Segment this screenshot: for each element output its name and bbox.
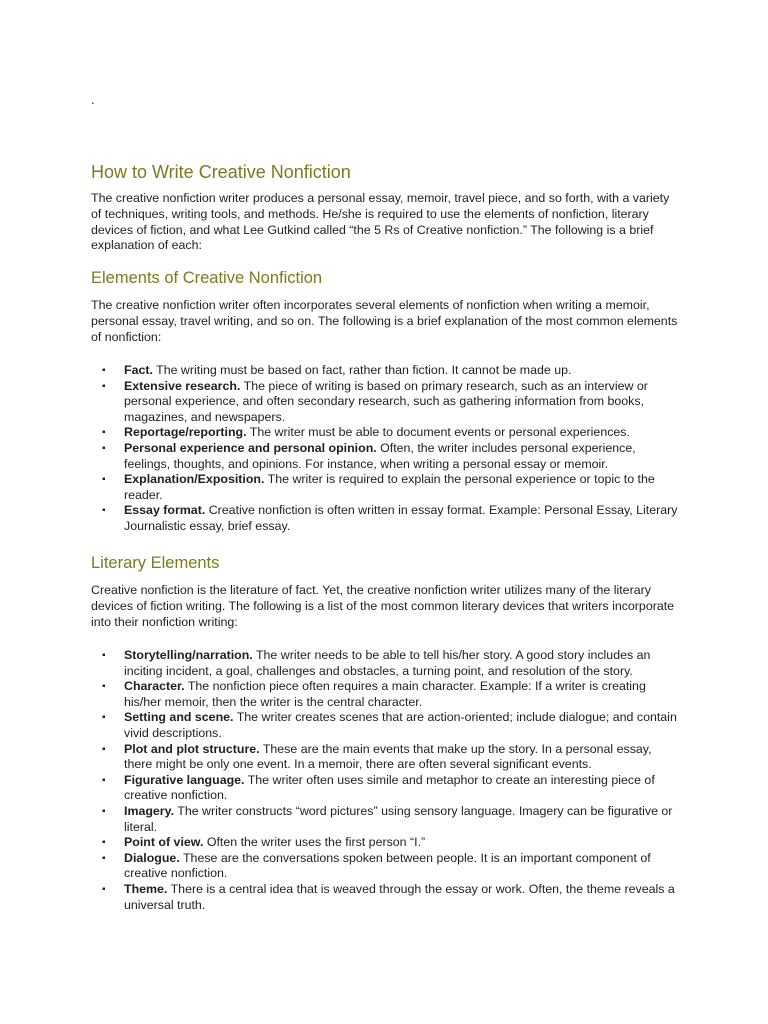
list-item: [102, 425, 682, 441]
item-text: Often, the writer includes personal experience, feelings, thoughts, and opinions. For instance, when writing a personal essay or memoir.: [124, 440, 636, 471]
list-item: [102, 363, 682, 379]
bullet-icon: ▪: [102, 852, 106, 864]
item-term: Essay format.: [124, 503, 206, 518]
literary-list: [102, 648, 682, 913]
item-term: Figurative language.: [124, 772, 245, 787]
item-text: The nonfiction piece often requires a main character. Example: If a writer is creating his/her memoir, then the writer is the central character.: [124, 679, 646, 709]
bullet-icon: ▪: [102, 442, 106, 454]
item-term: Character.: [124, 679, 185, 694]
list-item: [102, 882, 682, 913]
bullet-icon: ▪: [102, 650, 106, 661]
item-text: The piece of writing is based on primary research, such as an interview or personal experience, and often secondary research, such as gathering information from books, magazines, and newspapers.: [124, 378, 648, 424]
bullet-icon: ▪: [102, 505, 106, 517]
list-item: [102, 648, 682, 679]
item-text: These are the main events that make up the story. In a personal essay, there might be only one event. In a memoir, there are often several significant events.: [124, 741, 652, 772]
item-term: Setting and scene.: [124, 710, 234, 725]
bullet-icon: ▪: [102, 365, 106, 376]
elements-list: [102, 363, 682, 535]
list-item: [102, 851, 682, 882]
intro-paragraph: The creative nonfiction writer produces a personal essay, memoir, travel piece, and so forth, with a variety of techniques, writing tools, and methods. He/she is required to use the elements of nonfiction, literary devices of fiction, and what Lee Gutkind called “the 5 Rs of Creative nonfiction.” The following is a brief explanation of each:: [91, 191, 670, 253]
bullet-icon: ▪: [102, 474, 106, 486]
list-item: [102, 379, 682, 426]
bullet-icon: ▪: [102, 837, 106, 849]
item-term: Dialogue.: [124, 850, 180, 865]
item-text: The writer must be able to document events or personal experiences.: [246, 425, 630, 440]
list-item: [102, 441, 682, 472]
item-term: Extensive research.: [124, 378, 241, 393]
item-text: Often the writer uses the first person “I.”: [203, 835, 426, 850]
bullet-icon: ▪: [102, 380, 106, 392]
item-text: The writer creates scenes that are action-oriented; include dialogue; and contain vivid descriptions.: [124, 710, 677, 740]
list-item: [102, 773, 682, 804]
section-paragraph-literary: Creative nonfiction is the literature of fact. Yet, the creative nonfiction writer utilizes many of the literary devices of fiction writing. The following is a list of the most common literary devices that writers incorporate into their nonfiction writing:: [91, 583, 675, 629]
item-text: The writer is required to explain the personal experience or topic to the reader.: [124, 472, 655, 502]
item-text: The writer needs to be able to tell his/her story. A good story includes an inciting incident, a goal, challenges and obstacles, a turning point, and resolution of the story.: [124, 648, 651, 678]
list-item: [102, 503, 682, 534]
bullet-icon: ▪: [102, 427, 106, 439]
list-item: [102, 804, 682, 835]
bullet-icon: ▪: [102, 743, 106, 755]
stray-dot: .: [91, 92, 95, 107]
bullet-icon: ▪: [102, 805, 106, 817]
page-title: How to Write Creative Nonfiction: [91, 162, 351, 182]
item-text: These are the conversations spoken between people. It is an important component of creative nonfiction.: [124, 850, 651, 881]
bullet-icon: ▪: [102, 712, 106, 724]
list-item: [102, 835, 682, 851]
item-term: Plot and plot structure.: [124, 741, 260, 756]
list-item: [102, 742, 682, 773]
section-heading-elements: Elements of Creative Nonfiction: [91, 269, 323, 287]
bullet-icon: ▪: [102, 681, 106, 693]
list-item: [102, 710, 682, 741]
item-term: Storytelling/narration.: [124, 648, 253, 662]
item-text: There is a central idea that is weaved through the essay or work. Often, the theme reveals a universal truth.: [124, 881, 675, 912]
bullet-icon: ▪: [102, 883, 106, 895]
item-term: Imagery.: [124, 803, 175, 818]
item-text: The writing must be based on fact, rather than fiction. It cannot be made up.: [152, 363, 572, 377]
item-term: Theme.: [124, 881, 168, 896]
item-text: The writer constructs “word pictures” using sensory language. Imagery can be figurative or literal.: [124, 803, 673, 834]
item-term: Fact.: [124, 363, 153, 377]
item-term: Personal experience and personal opinion.: [124, 440, 377, 455]
list-item: [102, 472, 682, 503]
item-term: Point of view.: [124, 835, 204, 850]
item-term: Explanation/Exposition.: [124, 472, 265, 487]
section-heading-literary: Literary Elements: [91, 554, 220, 572]
section-paragraph-elements: The creative nonfiction writer often incorporates several elements of nonfiction when writing a memoir, personal essay, travel writing, and so on. The following is a brief explanation of the most common elements of nonfiction:: [91, 298, 678, 344]
list-item: [102, 679, 682, 710]
item-text: Creative nonfiction is often written in essay format. Example: Personal Essay, Literary Journalistic essay, brief essay.: [124, 503, 678, 533]
item-term: Reportage/reporting.: [124, 425, 247, 440]
item-text: The writer often uses simile and metaphor to create an interesting piece of creative nonfiction.: [124, 772, 655, 803]
bullet-icon: ▪: [102, 774, 106, 786]
